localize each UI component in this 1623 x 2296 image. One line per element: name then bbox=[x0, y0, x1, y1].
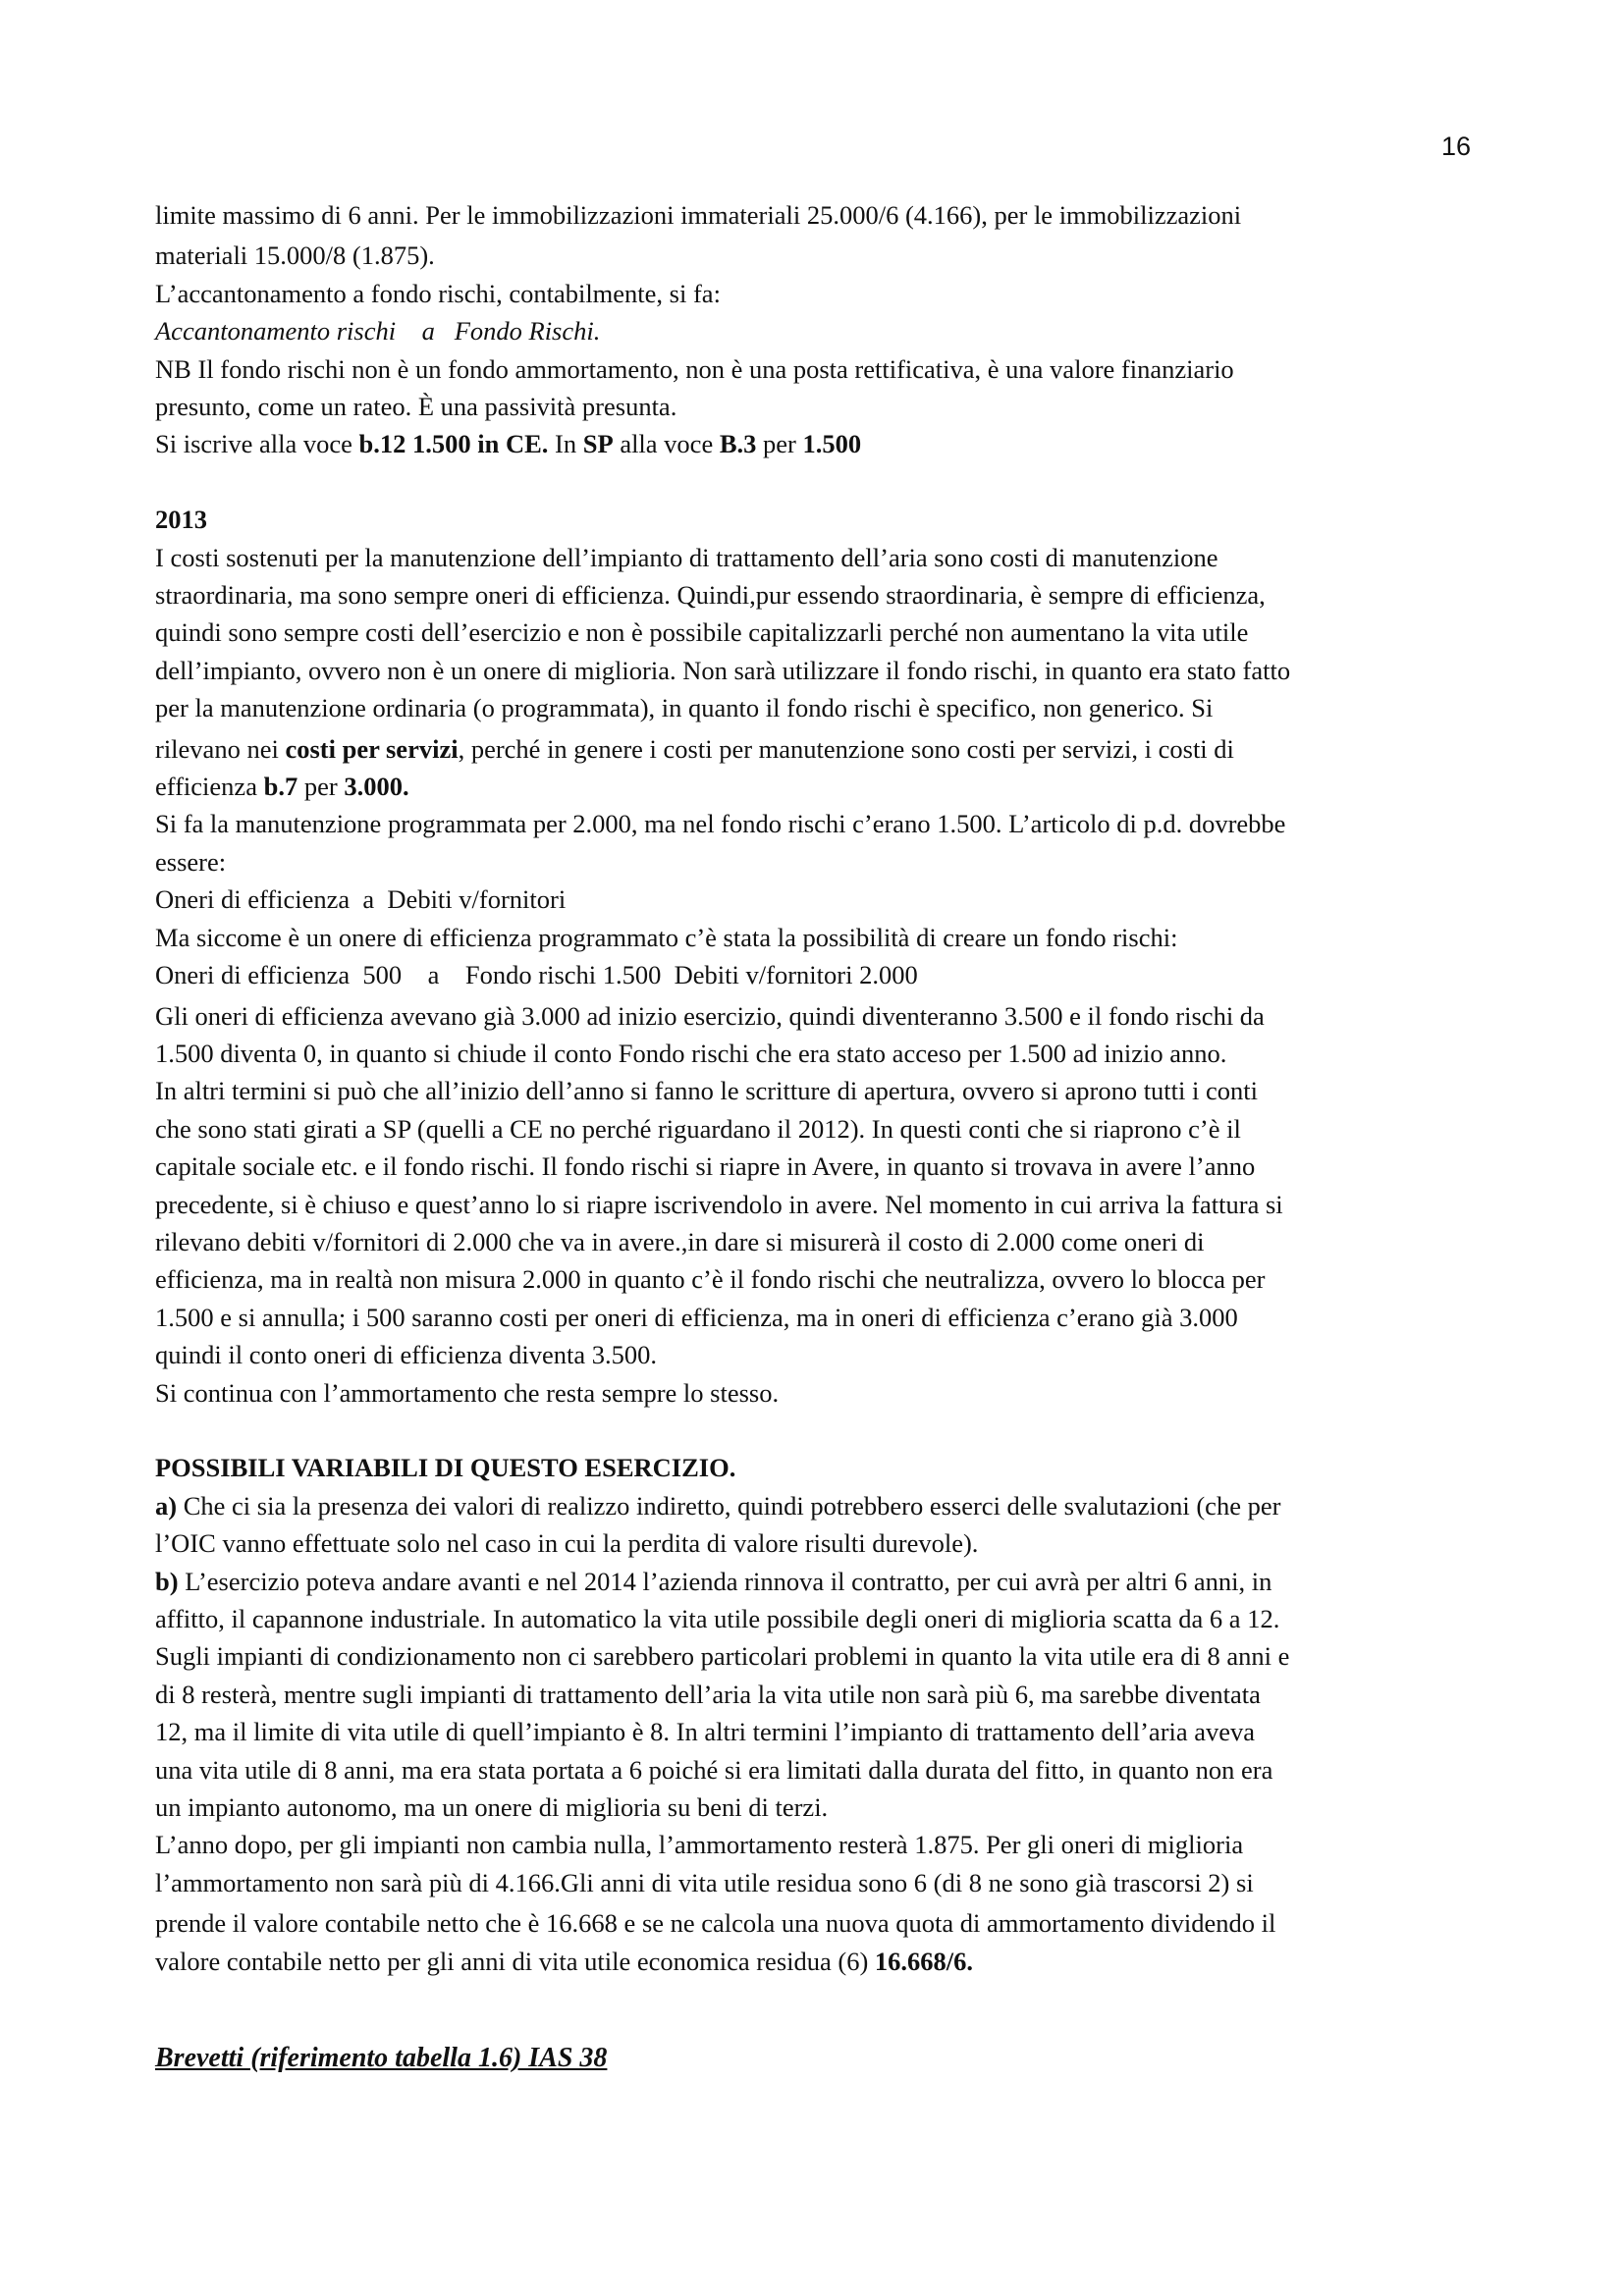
text-run: affitto, il capannone industriale. In automatico la vita utile possibile degli oneri di miglioria scatta da 6 a 12. bbox=[155, 1604, 1280, 1633]
text-run: I costi sostenuti per la manutenzione dell’impianto di trattamento dell’aria sono costi di manutenzione bbox=[155, 542, 1218, 572]
text-run: quindi il conto oneri di efficienza diventa 3.500. bbox=[155, 1340, 657, 1370]
text-run: una vita utile di 8 anni, ma era stata portata a 6 poiché si era limitati dalla durata del fitto, in quanto non era bbox=[155, 1754, 1273, 1785]
text-run: l’OIC vanno effettuate solo nel caso in cui la perdita di valore risulti durevole). bbox=[155, 1528, 979, 1559]
text-run: straordinaria, ma sono sempre oneri di efficienza. Quindi,pur essendo straordinaria, è sempre di efficienza, bbox=[155, 580, 1266, 611]
text-run: che sono stati girati a SP (quelli a CE no perché riguardano il 2012). In questi conti che si riaprono c’è il bbox=[155, 1113, 1241, 1144]
text-run: Che ci sia la presenza dei valori di realizzo indiretto, quindi potrebbero esserci delle svalutazioni (che per bbox=[177, 1490, 1281, 1521]
text-run: limite massimo di 6 anni. bbox=[155, 200, 426, 230]
paragraph-siccome: Ma siccome è un onere di efficienza programmato c’è stata la possibilità di creare un fondo rischi: bbox=[155, 922, 1178, 952]
text-run: un impianto autonomo, ma un onere di miglioria su beni di terzi. bbox=[155, 1792, 829, 1823]
text-run: 3.000. bbox=[344, 772, 409, 802]
journal-entry-fondo-rischi bbox=[155, 956, 1471, 996]
text-run: SP bbox=[582, 429, 614, 459]
paragraph-accantonamento: L’accantonamento a fondo rischi, contabilmente, si fa: bbox=[155, 278, 721, 308]
text-run: L’anno dopo, per gli impianti non cambia nulla, l’ammortamento resterà 1.875. Per gli oneri di miglioria bbox=[155, 1830, 1244, 1860]
paragraph-variabile-a bbox=[155, 1487, 1471, 1563]
text-run: efficienza bbox=[155, 772, 264, 802]
text-run: rilevano nei bbox=[155, 733, 286, 764]
text-run: rilevano debiti v/fornitori di 2.000 che va in avere.,in dare si misurerà il costo di 2.000 come oneri di bbox=[155, 1226, 1205, 1256]
text-run: alla voce bbox=[613, 429, 720, 459]
text-run: quindi sono sempre costi dell’esercizio e non è possibile capitalizzarli perché non aumentano la vita utile bbox=[155, 617, 1249, 648]
paragraph-costi-sostenuti bbox=[155, 539, 1471, 806]
page-number: 16 bbox=[1441, 132, 1472, 161]
text-run: NB Il fondo rischi non è un fondo ammortamento, non è una posta rettificativa, è una valore finanziario bbox=[155, 353, 1234, 384]
text-run: presunto, come un rateo. È una passività presunta. bbox=[155, 392, 677, 422]
spacer bbox=[155, 1983, 1471, 2040]
text-run: Debiti v/fornitori 2.000 bbox=[668, 960, 918, 990]
paragraph-altri-termini bbox=[155, 1072, 1471, 1373]
journal-entry-oneri: Oneri di efficienza a Debiti v/fornitori bbox=[155, 884, 567, 915]
text-run: , perché in genere i costi per manutenzione sono costi per servizi, i costi di bbox=[458, 733, 1234, 764]
text-run: si bbox=[1236, 1867, 1254, 1897]
text-run: 1.500 diventa 0, in quanto si chiude il conto Fondo rischi che era stato acceso per 1.500 ad inizio anno. bbox=[155, 1038, 1227, 1068]
text-run: 1.500 bbox=[802, 429, 862, 459]
text-run: per bbox=[298, 772, 345, 802]
paragraph-anno-dopo bbox=[155, 1826, 1471, 1983]
paragraph-nb bbox=[155, 350, 1471, 426]
text-run: B.3 bbox=[719, 429, 757, 459]
text-run: Oneri di efficienza 500 a Fondo rischi 1.500 bbox=[155, 960, 669, 990]
paragraph-oneri-avevano bbox=[155, 997, 1471, 1073]
list-label: a) bbox=[155, 1490, 178, 1521]
text-run: 12, ma il limite di vita utile di quell’impianto è 8. In altri termini l’impianto di trattamento dell’aria aveva bbox=[155, 1717, 1256, 1747]
text-run: 16.668/6. bbox=[874, 1946, 974, 1976]
text-run: Si iscrive alla voce bbox=[155, 429, 359, 459]
text-run: Si bbox=[1191, 693, 1214, 723]
text-run: per bbox=[756, 429, 803, 459]
spacer bbox=[155, 463, 1471, 501]
text-run: di 8 resterà, mentre sugli impianti di trattamento dell’aria la vita utile non sarà più 6, ma sarebbe diventata bbox=[155, 1679, 1261, 1709]
text-run: dell’impianto, ovvero non è un onere di miglioria. Non sarà utilizzare il fondo rischi, in quanto era stato fatto bbox=[155, 655, 1291, 685]
text-run: Si fa la manutenzione programmata per 2.000, ma nel fondo rischi c’erano 1.500. L’articolo di p.d. dovrebbe bbox=[155, 809, 1286, 839]
text-run: per la manutenzione ordinaria (o programmata), in quanto il fondo rischi è specifico, non generico. bbox=[155, 693, 1192, 723]
text-run: capitale sociale etc. e il fondo rischi. Il fondo rischi si riapre in Avere, in quanto si trovava in avere l’anno bbox=[155, 1151, 1256, 1182]
text-run: costi per servizi bbox=[285, 733, 459, 764]
text-run: prende il valore contabile netto che è 16.668 e se ne calcola una nuova quota di ammortamento dividendo il bbox=[155, 1908, 1276, 1939]
paragraph-continua: Si continua con l’ammortamento che resta sempre lo stesso. bbox=[155, 1377, 780, 1408]
list-label: b) bbox=[155, 1566, 179, 1596]
text-run: L’esercizio poteva andare avanti e nel 2014 l’azienda rinnova il contratto, per cui avrà per altri 6 anni, in bbox=[178, 1566, 1272, 1596]
text-run: Per le immobilizzazioni immateriali 25.000/6 (4.166), per le immobilizzazioni bbox=[425, 200, 1242, 230]
journal-entry-accantonamento: Accantonamento rischi a Fondo Rischi. bbox=[155, 316, 601, 347]
paragraph-iscrizione bbox=[155, 425, 1471, 462]
text-run: efficienza, ma in realtà non misura 2.000 in quanto c’è il fondo rischi che neutralizza, ovvero lo blocca per bbox=[155, 1264, 1266, 1295]
text-run: b.12 1.500 in CE. bbox=[358, 429, 549, 459]
text-run: Sugli impianti di condizionamento non ci sarebbero particolari problemi in quanto la vita utile era di 8 anni e bbox=[155, 1641, 1290, 1672]
text-run: materiali 15.000/8 (1.875). bbox=[155, 240, 435, 271]
spacer bbox=[155, 1412, 1471, 1449]
paragraph-variabile-b bbox=[155, 1563, 1471, 1827]
text-run: essere: bbox=[155, 846, 227, 877]
text-run: In altri termini si può che all’inizio dell’anno si fanno le scritture di apertura, ovvero si aprono tutti i conti bbox=[155, 1076, 1258, 1106]
document-body bbox=[155, 196, 1471, 2077]
paragraph-limite bbox=[155, 196, 1471, 275]
text-run: In bbox=[548, 429, 583, 459]
text-run: b.7 bbox=[263, 772, 298, 802]
heading-brevetti: Brevetti (riferimento tabella 1.6) IAS 38 bbox=[155, 2043, 608, 2074]
heading-possibili-variabili: POSSIBILI VARIABILI DI QUESTO ESERCIZIO. bbox=[155, 1453, 736, 1483]
text-run: precedente, si è chiuso e quest’anno lo si riapre iscrivendolo in avere. Nel momento in cui arriva la fattura si bbox=[155, 1189, 1283, 1219]
paragraph-manutenzione-programmata bbox=[155, 805, 1471, 881]
text-run: valore contabile netto per gli anni di vita utile economica residua (6) bbox=[155, 1946, 875, 1976]
text-run: l’ammortamento non sarà più di 4.166.Gli anni di vita utile residua sono 6 (di 8 ne sono già trascorsi 2) bbox=[155, 1867, 1237, 1897]
text-run: Gli oneri di efficienza avevano già 3.000 ad inizio esercizio, quindi diventeranno 3.500 e il fondo rischi da bbox=[155, 1000, 1265, 1031]
heading-2013: 2013 bbox=[155, 505, 207, 535]
text-run: 1.500 e si annulla; i 500 saranno costi per oneri di efficienza, ma in oneri di efficienza c’erano già 3.000 bbox=[155, 1302, 1238, 1332]
